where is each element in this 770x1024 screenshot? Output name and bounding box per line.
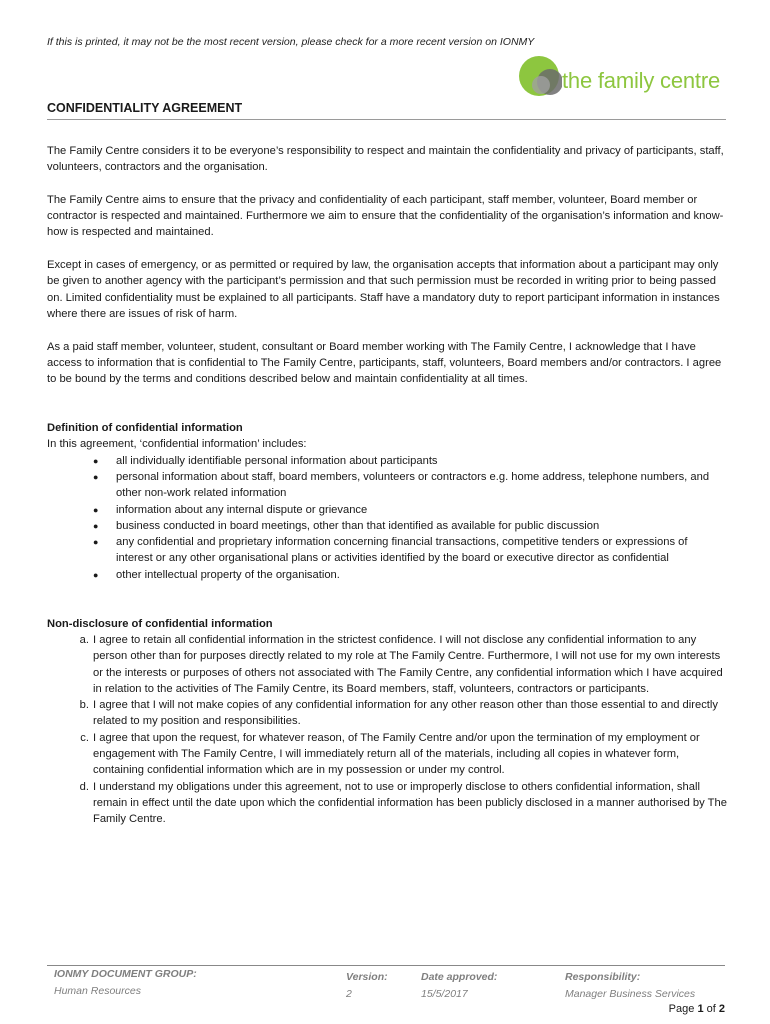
list-item <box>93 469 727 502</box>
footer-date-value: 15/5/2017 <box>421 988 468 1000</box>
list-item-text: information about any internal dispute or grievance <box>116 503 368 516</box>
footer-responsibility <box>565 969 695 1003</box>
list-item <box>93 518 727 534</box>
page-of: of <box>706 1003 716 1015</box>
list-marker: d. <box>79 780 89 793</box>
logo-text: the family centre <box>562 68 721 93</box>
paragraph: The Family Centre aims to ensure that the privacy and confidentiality of each participant, staff member, volunteer, Board member or contractor is respected and maintained. Furthermore we aim to ensure that the confidentiality of the organisation’s information and know-how is respected and maintained. <box>47 193 724 239</box>
list-item-text: business conducted in board meetings, other than that identified as available for public discussion <box>116 519 600 532</box>
list-item-text: I agree that I will not make copies of any confidential information for any other reason other than those essential to and directly related to my position and responsibilities. <box>93 699 718 728</box>
footer-group-value: Human Resources <box>54 985 141 997</box>
bullet-icon: ● <box>93 569 99 580</box>
list-item-text: I agree to retain all confidential information in the strictest confidence. I will not disclose any confidential information to any person other than for purposes directly related to my role at The Family Centre. Furthermore, I will not use for my own interests or the interests or purposes of others not associated with The Family Centre, any confidential information which I have acquired in relation to the activities of The Family Centre, its Board members, staff, volunteers, contractors or participants. <box>93 633 723 695</box>
bullet-icon: ● <box>93 504 99 515</box>
list-marker: b. <box>79 699 89 712</box>
footer-group-label: IONMY DOCUMENT GROUP: <box>54 968 197 980</box>
version-notice: If this is printed, it may not be the most recent version, please check for a more recent version on IONMY <box>47 36 535 48</box>
footer-resp-label: Responsibility: <box>565 971 641 983</box>
nondisclosure-list <box>47 632 727 828</box>
list-marker: c. <box>80 731 89 744</box>
bullet-icon: ● <box>93 471 99 482</box>
document-title: CONFIDENTIALITY AGREEMENT <box>47 101 243 115</box>
footer-date-label: Date approved: <box>421 971 498 983</box>
list-item <box>79 779 727 828</box>
list-item <box>93 534 727 567</box>
nondisclosure-heading: Non-disclosure of confidential information <box>47 617 273 630</box>
definition-heading: Definition of confidential information <box>47 422 243 435</box>
page-number <box>669 1003 725 1015</box>
list-item-text: I understand my obligations under this agreement, not to use or improperly disclose to others confidential information, shall remain in effect until the date upon which the confidential information has been publicly disclosed in a manner authorised by The Family Centre. <box>93 780 727 826</box>
title-divider <box>47 119 726 120</box>
list-item-text: I agree that upon the request, for whatever reason, of The Family Centre and/or upon the termination of my employment or engagement with The Family Centre, I will immediately return all of the materials, including all copies in whatever form, containing confidential information which are in my possession or under my control. <box>93 731 700 777</box>
logo-circles-icon <box>518 54 562 98</box>
page-word: Page <box>668 1003 695 1015</box>
paragraph: As a paid staff member, volunteer, student, consultant or Board member working with The Family Centre, I acknowledge that I have access to information that is confidential to The Family Centre, participants, staff, volunteers, Board members and/or contractors. I agree to be bound by the terms and conditions described below and maintain confidentiality at all times. <box>47 340 722 386</box>
document-body <box>47 143 727 827</box>
list-item <box>93 502 727 518</box>
page-total: 2 <box>718 1003 725 1015</box>
list-item-text: other intellectual property of the organisation. <box>116 568 340 581</box>
list-marker: a. <box>79 633 89 646</box>
footer-resp-value: Manager Business Services <box>565 988 696 1000</box>
bullet-icon: ● <box>93 520 99 531</box>
footer-version-value: 2 <box>346 988 352 1000</box>
footer-version-label: Version: <box>346 971 388 983</box>
page-current: 1 <box>697 1003 704 1015</box>
footer-document-group <box>54 966 197 1000</box>
family-centre-logo <box>518 54 730 98</box>
list-item <box>79 632 727 697</box>
bullet-icon: ● <box>93 455 99 466</box>
bullet-icon: ● <box>93 537 99 548</box>
definition-intro: In this agreement, ‘confidential information’ includes: <box>47 438 307 451</box>
list-item <box>80 730 727 779</box>
paragraph: Except in cases of emergency, or as permitted or required by law, the organisation accepts that information about a participant may only be given to another agency with the participant’s permission and that such permission must be recorded in writing prior to being passed on. Limited confidentiality must be explained to all participants. Staff have a mandatory duty to report participant information in instances where there are issues of risk of harm. <box>47 259 720 320</box>
list-item-text: any confidential and proprietary information concerning financial transactions, competitive tenders or expressions of interest or any other organisational plans or activities identified by the board or executive director as confidential <box>116 536 688 565</box>
footer-date-approved <box>421 969 497 1003</box>
list-item <box>79 697 727 730</box>
list-item <box>93 567 727 583</box>
list-item <box>93 453 727 469</box>
list-item-text: all individually identifiable personal information about participants <box>116 454 438 467</box>
list-item-text: personal information about staff, board members, volunteers or contractors e.g. home address, telephone numbers, and other non-work related information <box>116 470 710 500</box>
footer-version <box>346 969 388 1003</box>
paragraph: The Family Centre considers it to be everyone’s responsibility to respect and maintain the confidentiality and privacy of participants, staff, volunteers, contractors and the organisation. <box>47 145 724 174</box>
definition-list <box>47 453 727 583</box>
